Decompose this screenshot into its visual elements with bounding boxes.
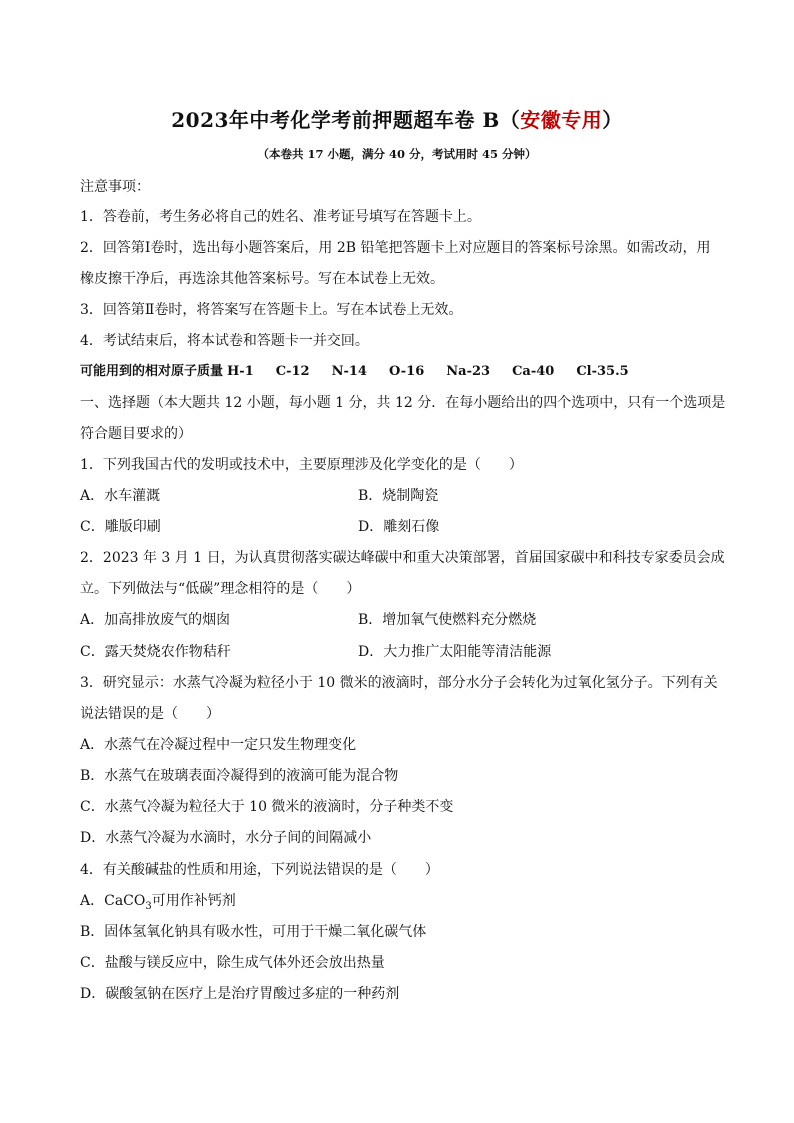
q3-option-a: A．水蒸气在冷凝过程中一定只发生物理变化 — [80, 737, 357, 753]
title-close-paren: ） — [602, 108, 623, 132]
q3-option-b: B．水蒸气在玻璃表面冷凝得到的液滴可能为混合物 — [80, 768, 399, 784]
q4-option-c: C．盐酸与镁反应中，除生成气体外还会放出热量 — [80, 955, 385, 971]
note-item: 4．考试结束后，将本试卷和答题卡一并交回。 — [80, 333, 369, 349]
q4-option-b: B．固体氢氧化钠具有吸水性，可用于干燥二氧化碳气体 — [80, 924, 427, 940]
atomic-mass: O-16 — [388, 364, 425, 379]
q4-option-d: D．碳酸氢钠在医疗上是治疗胃酸过多症的一种药剂 — [80, 986, 400, 1002]
question-4-stem: 4．有关酸碱盐的性质和用途，下列说法错误的是（ ） — [80, 862, 439, 878]
q2-option-d: D．大力推广太阳能等清洁能源 — [358, 644, 552, 660]
atomic-masses — [80, 362, 651, 382]
q4-option-a-prefix: A．CaCO — [80, 893, 146, 909]
section-heading-cont: 符合题目要求的） — [80, 426, 192, 442]
page-title — [0, 104, 794, 133]
note-item: 橡皮擦干净后，再选涂其他答案标号。写在本试卷上无效。 — [80, 271, 444, 287]
atomic-mass: N-14 — [331, 364, 367, 379]
atomic-mass: Ca-40 — [512, 364, 555, 379]
title-region: 安徽专用 — [520, 108, 603, 132]
atomic-mass: C-12 — [275, 364, 310, 379]
exam-subtitle: （本卷共 17 小题，满分 40 分，考试用时 45 分钟） — [257, 147, 537, 161]
q1-option-a: A．水车灌溉 — [80, 488, 161, 504]
question-1-stem: 1．下列我国古代的发明或技术中，主要原理涉及化学变化的是（ ） — [80, 457, 523, 473]
q1-option-d: D．雕刻石像 — [358, 519, 440, 535]
question-2-stem: 2．2023 年 3 月 1 日，为认真贯彻落实碳达峰碳中和重大决策部署，首届国家碳中和科技专家委员会成 — [80, 550, 725, 566]
note-item: 1．答卷前，考生务必将自己的姓名、准考证号填写在答题卡上。 — [80, 209, 481, 225]
q3-option-c: C．水蒸气冷凝为粒径大于 10 微米的液滴时，分子种类不变 — [80, 799, 454, 815]
q2-option-a: A．加高排放废气的烟囱 — [80, 612, 231, 628]
q2-option-c: C．露天焚烧农作物秸秆 — [80, 644, 231, 660]
atomic-mass: Cl-35.5 — [576, 364, 629, 379]
q4-option-a-suffix: 可用作补钙剂 — [151, 893, 236, 909]
atomic-mass: Na-23 — [446, 364, 491, 379]
notes-heading: 注意事项： — [80, 179, 150, 195]
note-item: 2．回答第Ⅰ卷时，选出每小题答案后，用 2B 铅笔把答题卡上对应题目的答案标号涂黑。如需改动，用 — [80, 240, 711, 256]
section-heading: 一、选择题（本大题共 12 小题，每小题 1 分，共 12 分．在每小题给出的四个选项中，只有一个选项是 — [80, 395, 726, 411]
title-main: 2023年中考化学考前押题超车卷 B — [171, 108, 500, 132]
q4-option-a — [80, 891, 236, 917]
q3-option-d: D．水蒸气冷凝为水滴时，水分子间的间隔减小 — [80, 830, 372, 846]
note-item: 3．回答第Ⅱ卷时，将答案写在答题卡上。写在本试卷上无效。 — [80, 302, 463, 318]
q1-option-b: B．烧制陶瓷 — [358, 488, 439, 504]
atomic-masses-label: 可能用到的相对原子质量 — [80, 364, 224, 379]
q2-option-b: B．增加氧气使燃料充分燃烧 — [358, 612, 537, 628]
question-3-stem-cont: 说法错误的是（ ） — [80, 706, 220, 722]
q1-option-c: C．雕版印刷 — [80, 519, 161, 535]
title-open-paren: （ — [499, 108, 521, 132]
question-3-stem: 3．研究显示：水蒸气冷凝为粒径小于 10 微米的液滴时，部分水分子会转化为过氧化氢分子。下列有关 — [80, 675, 718, 691]
q4-option-a-subscript: 3 — [145, 900, 152, 912]
question-2-stem-cont: 立。下列做法与“低碳”理念相符的是（ ） — [80, 581, 361, 597]
atomic-mass: H-1 — [227, 364, 254, 379]
